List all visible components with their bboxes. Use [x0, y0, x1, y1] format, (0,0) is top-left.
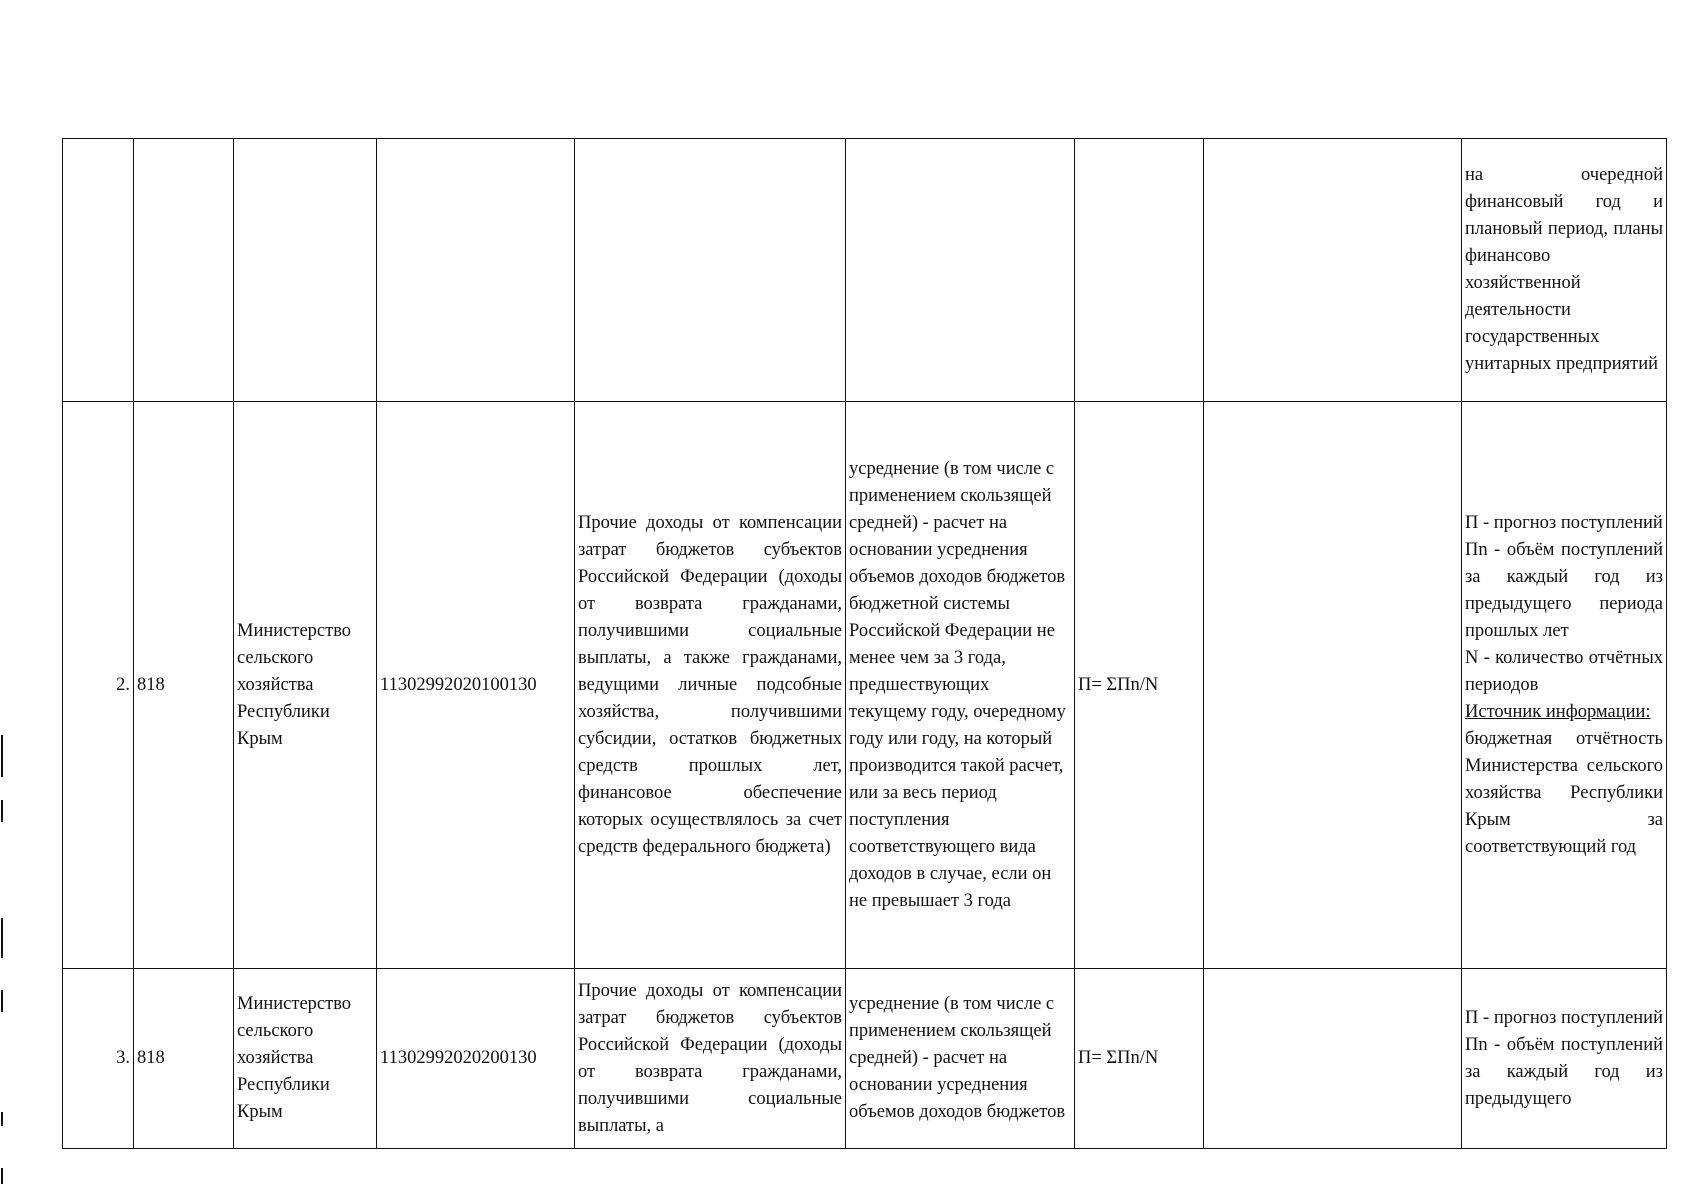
- info-line: N - количество отчётных периодов: [1465, 647, 1663, 695]
- kbk-cell: 11302992020200130: [377, 969, 575, 1149]
- info-source-cell: [1462, 402, 1667, 969]
- formula-cell: П= ΣПn/N: [1075, 402, 1204, 969]
- table-row: [63, 402, 1667, 969]
- kbk-cell: 11302992020100130: [377, 402, 575, 969]
- administrator-cell: Министерство сельского хозяйства Республики Крым: [234, 969, 377, 1149]
- revenue-forecast-table: [62, 138, 1667, 1149]
- method-cell: усреднение (в том числе с применением скользящей средней) - расчет на основании усреднения объемов доходов бюджетов бюджетной системы Российской Федерации не менее чем за 3 года, предшествующих текущему году, очередному году или году, на который производится такой расчет, или за весь период поступления соответствующего вида доходов в случае, если он не превышает 3 года: [846, 402, 1075, 969]
- scan-margin-mark: [1, 918, 3, 958]
- info-source-cell: П - прогноз поступлений Пn - объём поступлений за каждый год из предыдущего: [1462, 969, 1667, 1149]
- row-number-cell: [63, 139, 134, 402]
- formula-cell: П= ΣПn/N: [1075, 969, 1204, 1149]
- scan-margin-mark: [1, 800, 3, 822]
- administrator-cell: Министерство сельского хозяйства Республики Крым: [234, 402, 377, 969]
- row-number-cell: 3.: [63, 969, 134, 1149]
- empty-cell: [1204, 402, 1462, 969]
- scan-margin-mark: [1, 1168, 3, 1184]
- info-line: П - прогноз поступлений: [1465, 512, 1663, 533]
- revenue-name-cell: [575, 139, 846, 402]
- info-line: Пn - объём поступлений за каждый год из предыдущего периода прошлых лет: [1465, 539, 1663, 641]
- scan-margin-mark: [1, 735, 3, 777]
- method-cell: усреднение (в том числе с применением скользящей средней) - расчет на основании усреднения объемов доходов бюджетов: [846, 969, 1075, 1149]
- revenue-name-cell: Прочие доходы от компенсации затрат бюджетов субъектов Российской Федерации (доходы от возврата гражданами, получившими социальные выплаты, а также гражданами, ведущими личные подсобные хозяйства, получившими субсидии, остатков бюджетных средств прошлых лет, финансовое обеспечение которых осуществлялось за счет средств федерального бюджета): [575, 402, 846, 969]
- admin-code-cell: 818: [134, 402, 234, 969]
- table-row: [63, 139, 1667, 402]
- info-line: бюджетная отчётность Министерства сельского хозяйства Республики Крым за соответствующий год: [1465, 728, 1663, 857]
- row-number-cell: 2.: [63, 402, 134, 969]
- info-source-cell: на очередной финансовый год и плановый период, планы финансово хозяйственной деятельности государственных унитарных предприятий: [1462, 139, 1667, 402]
- formula-cell: [1075, 139, 1204, 402]
- empty-cell: [1204, 969, 1462, 1149]
- scan-margin-mark: [1, 1112, 3, 1126]
- scan-margin-mark: [1, 990, 3, 1012]
- kbk-cell: [377, 139, 575, 402]
- revenue-name-cell: Прочие доходы от компенсации затрат бюджетов субъектов Российской Федерации (доходы от возврата гражданами, получившими социальные выплаты, а: [575, 969, 846, 1149]
- method-cell: [846, 139, 1075, 402]
- info-source-heading: Источник информации:: [1465, 701, 1651, 722]
- admin-code-cell: 818: [134, 969, 234, 1149]
- admin-code-cell: [134, 139, 234, 402]
- table-row: [63, 969, 1667, 1149]
- empty-cell: [1204, 139, 1462, 402]
- administrator-cell: [234, 139, 377, 402]
